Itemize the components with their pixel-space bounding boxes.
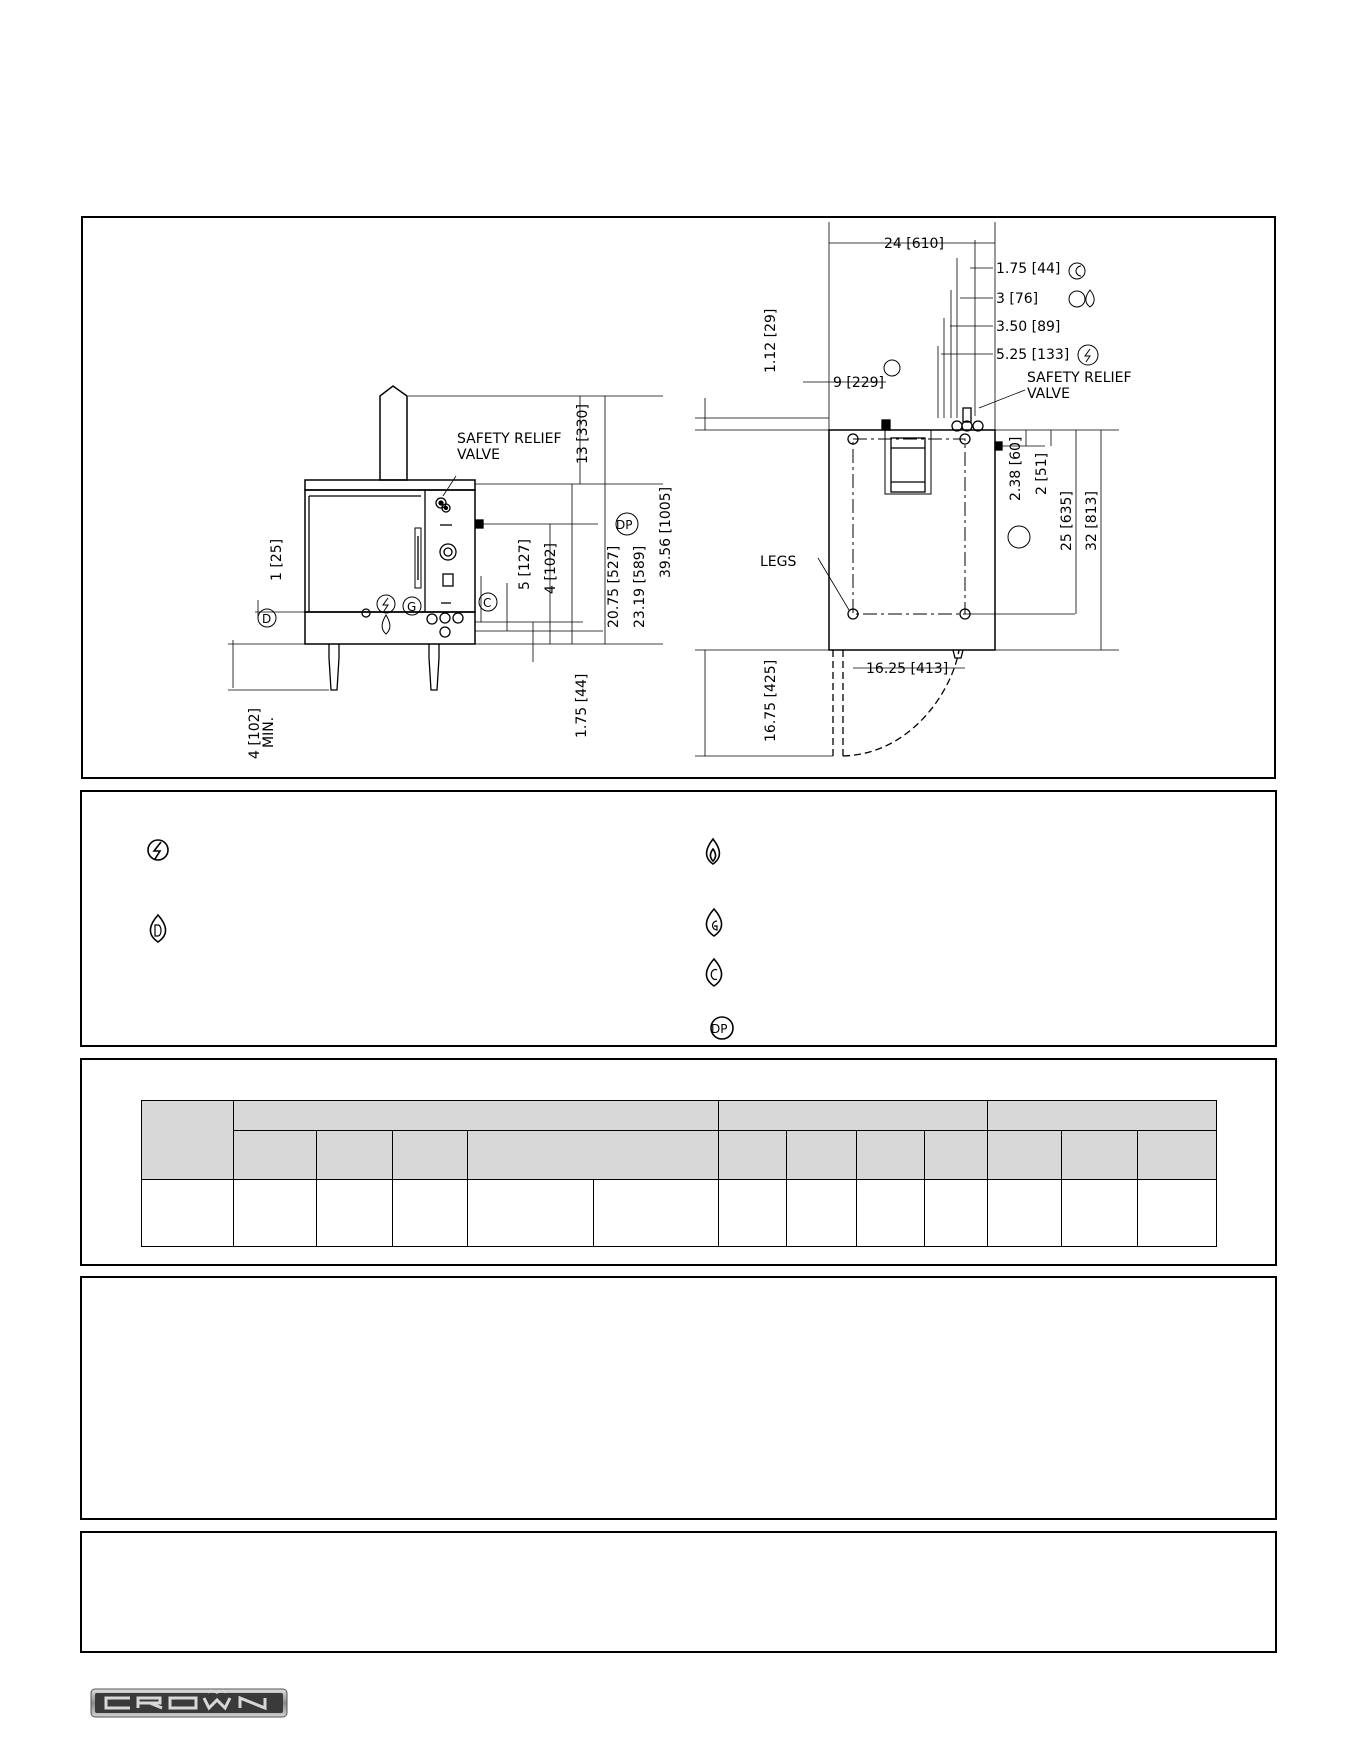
legend-panel [80, 790, 1277, 1047]
svg-text:2 [51]: 2 [51] [1034, 452, 1050, 495]
svg-text:24 [610]: 24 [610] [884, 236, 944, 252]
table-header-cell [719, 1101, 988, 1131]
table-header-cell [142, 1101, 234, 1180]
front-view [228, 386, 663, 690]
svg-text:DP: DP [711, 1022, 728, 1036]
table-header-cell [787, 1131, 857, 1180]
table-cell [1138, 1180, 1217, 1247]
drawing-panel [81, 216, 1276, 779]
table-cell [234, 1180, 317, 1247]
table-cell [142, 1180, 234, 1247]
spec-table-panel [80, 1058, 1277, 1266]
table-header-cell [925, 1131, 988, 1180]
table-cell [787, 1180, 857, 1247]
table-cell [317, 1180, 393, 1247]
table-row [142, 1180, 1217, 1247]
svg-text:16.75 [425]: 16.75 [425] [763, 659, 779, 742]
svg-text:39.56 [1005]: 39.56 [1005] [658, 486, 674, 578]
table-cell [393, 1180, 468, 1247]
svg-text:G: G [407, 600, 417, 614]
svg-text:4 [102]: 4 [102] [543, 542, 559, 594]
table-header-cell [234, 1131, 317, 1180]
table-header-cell [988, 1101, 1217, 1131]
svg-text:C: C [483, 596, 492, 610]
svg-text:23.19 [589]: 23.19 [589] [632, 545, 648, 628]
technical-drawing [83, 218, 1278, 781]
svg-text:DP: DP [616, 518, 633, 532]
svg-text:25 [635]: 25 [635] [1059, 491, 1075, 551]
table-header-cell [719, 1131, 787, 1180]
svg-text:VALVE: VALVE [457, 447, 500, 463]
table-cell [988, 1180, 1062, 1247]
svg-text:1.75 [44]: 1.75 [44] [996, 261, 1061, 277]
svg-text:1 [25]: 1 [25] [269, 538, 285, 581]
svg-text:VALVE: VALVE [1027, 386, 1070, 402]
gas-icon [707, 839, 720, 864]
table-header-cell [857, 1131, 925, 1180]
svg-text:4 [102]: 4 [102] [247, 707, 263, 759]
water-g-icon [706, 909, 721, 936]
svg-text:1.12 [29]: 1.12 [29] [763, 308, 779, 373]
svg-text:2.38 [60]: 2.38 [60] [1008, 436, 1024, 501]
table-cell [593, 1180, 718, 1247]
legend-symbols [82, 792, 1279, 1049]
notes-panel [80, 1276, 1277, 1520]
svg-text:5 [127]: 5 [127] [517, 538, 533, 590]
table-cell [857, 1180, 925, 1247]
table-header-cell [1138, 1131, 1217, 1180]
table-header-cell [1062, 1131, 1138, 1180]
dp-icon [711, 1017, 733, 1039]
svg-text:3.50 [89]: 3.50 [89] [996, 319, 1061, 335]
svg-text:9 [229]: 9 [229] [833, 375, 885, 391]
table-cell [1062, 1180, 1138, 1247]
svg-text:SAFETY RELIEF: SAFETY RELIEF [1027, 370, 1132, 386]
crown-logo [90, 1688, 288, 1718]
table-cell [925, 1180, 988, 1247]
svg-text:3 [76]: 3 [76] [996, 291, 1039, 307]
table-header-cell [234, 1101, 719, 1131]
table-header-cell [988, 1131, 1062, 1180]
table-cell [468, 1180, 593, 1247]
svg-text:SAFETY RELIEF: SAFETY RELIEF [457, 431, 562, 447]
drain-icon [150, 915, 165, 942]
table-header-cell [393, 1131, 468, 1180]
svg-text:20.75 [527]: 20.75 [527] [606, 545, 622, 628]
svg-text:D: D [262, 612, 272, 626]
svg-text:1.75 [44]: 1.75 [44] [574, 673, 590, 738]
footer-notes-panel [80, 1531, 1277, 1653]
front-view-labels [247, 404, 674, 759]
svg-text:5.25 [133]: 5.25 [133] [996, 347, 1070, 363]
water-c-icon [706, 959, 721, 986]
svg-text:MIN.: MIN. [261, 716, 277, 748]
table-header-cell [468, 1131, 719, 1180]
svg-text:13 [330]: 13 [330] [575, 404, 591, 464]
spec-table [141, 1100, 1217, 1247]
electrical-icon [148, 840, 168, 860]
table-cell [719, 1180, 787, 1247]
svg-text:16.25 [413]: 16.25 [413] [866, 661, 949, 677]
table-header-cell [317, 1131, 393, 1180]
svg-text:32 [813]: 32 [813] [1084, 491, 1100, 551]
svg-text:LEGS: LEGS [760, 554, 797, 570]
